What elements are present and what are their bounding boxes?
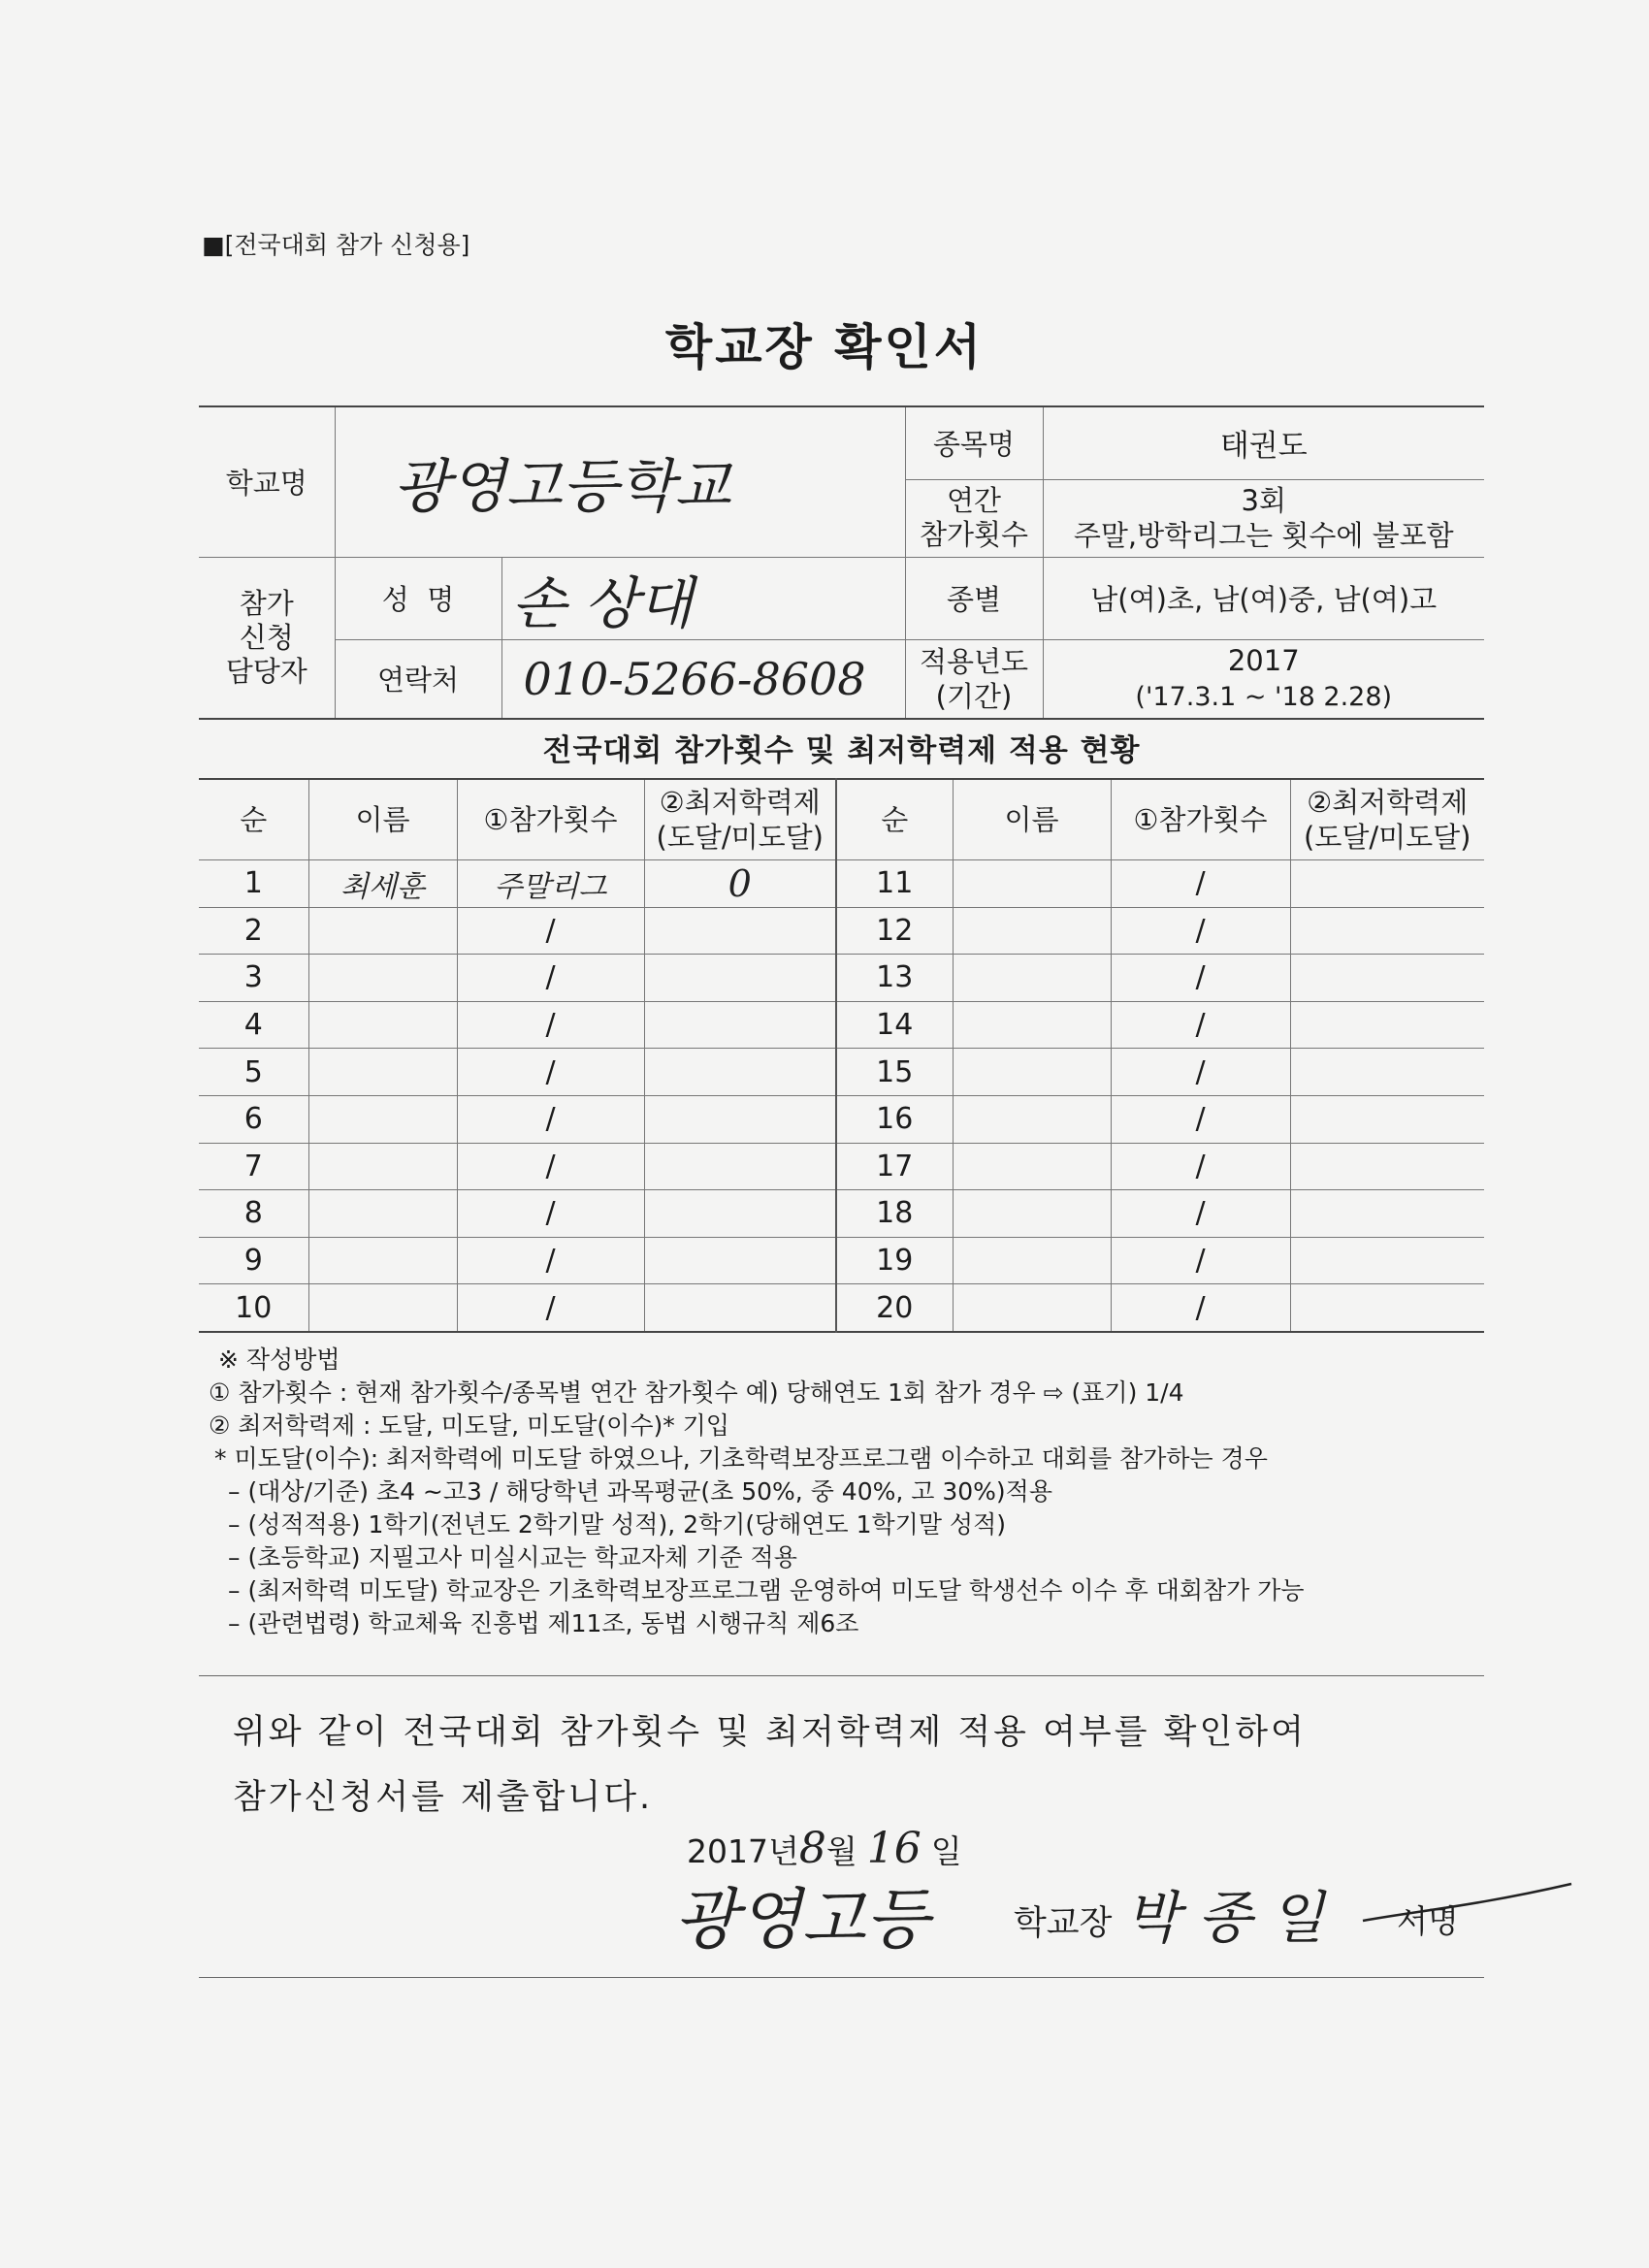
applicant-name-cell	[501, 557, 905, 639]
participation-table	[199, 778, 1484, 1333]
row-count: /	[1111, 1095, 1290, 1143]
table-row	[199, 1190, 1484, 1238]
col-header-count: ①참가횟수	[1111, 779, 1290, 860]
page-title: 학교장 확인서	[664, 319, 985, 375]
note-line: – (초등학교) 지필고사 미실시교는 학교자체 기준 적용	[228, 1543, 797, 1571]
col-header-name: 이름	[953, 779, 1111, 860]
row-name	[953, 1001, 1111, 1049]
applicant-name-label: 성 명	[335, 557, 501, 639]
row-min-result	[644, 1049, 836, 1096]
row-number: 9	[199, 1237, 308, 1284]
annual-value	[1043, 479, 1484, 557]
row-min-result: 0	[644, 860, 836, 908]
signature-stroke	[1358, 1872, 1581, 1940]
contact-label: 연락처	[335, 639, 501, 719]
note-line: – (최저학력 미도달) 학교장은 기초학력보장프로그램 운영하여 미도달 학생선수 이수 후 대회참가 가능	[228, 1576, 1305, 1604]
row-number: 17	[836, 1143, 953, 1190]
row-number: 10	[199, 1284, 308, 1332]
row-count: /	[1111, 1190, 1290, 1238]
row-count: /	[1111, 955, 1290, 1002]
row-name	[308, 1001, 457, 1049]
row-count: /	[1111, 1001, 1290, 1049]
date-line	[687, 1824, 962, 1873]
row-min-result	[1290, 1049, 1484, 1096]
row-count: /	[457, 1143, 644, 1190]
row-name	[953, 1143, 1111, 1190]
row-name	[953, 1237, 1111, 1284]
row-number: 2	[199, 907, 308, 955]
row-number: 15	[836, 1049, 953, 1096]
row-number: 13	[836, 955, 953, 1002]
row-min-result	[1290, 1190, 1484, 1238]
row-number: 6	[199, 1095, 308, 1143]
row-count: /	[1111, 1237, 1290, 1284]
row-name	[308, 1095, 457, 1143]
row-min-result	[644, 1237, 836, 1284]
applicant-name-value: 손 상대	[511, 569, 694, 636]
notes	[209, 1344, 1499, 1640]
row-count: /	[1111, 1284, 1290, 1332]
contact-cell	[501, 639, 905, 719]
row-min-result	[644, 1095, 836, 1143]
row-number: 5	[199, 1049, 308, 1096]
annual-label: 연간 참가횟수	[905, 479, 1043, 557]
applicant-label: 참가 신청 담당자	[199, 557, 335, 719]
sign-label: 서명	[1397, 1902, 1459, 1940]
row-min-result	[644, 1190, 836, 1238]
row-name	[308, 1284, 457, 1332]
row-name	[308, 1143, 457, 1190]
row-number: 14	[836, 1001, 953, 1049]
row-count: /	[457, 1190, 644, 1238]
note-line: – (관련법령) 학교체육 진흥법 제11조, 동법 시행규칙 제6조	[228, 1609, 859, 1637]
statement-line-2: 참가신청서를 제출합니다.	[233, 1778, 654, 1817]
row-number: 11	[836, 860, 953, 908]
row-min-result	[644, 955, 836, 1002]
date-year: 2017년	[687, 1832, 799, 1870]
year-value-period: ('17.3.1 ~ '18 2.28)	[1135, 682, 1393, 713]
table-row	[199, 907, 1484, 955]
row-min-result	[1290, 1095, 1484, 1143]
row-number: 18	[836, 1190, 953, 1238]
info-table	[199, 405, 1484, 720]
statement-line-1: 위와 같이 전국대회 참가횟수 및 최저학력제 적용 여부를 확인하여	[233, 1713, 1307, 1752]
row-count: /	[457, 1095, 644, 1143]
row-name	[308, 1237, 457, 1284]
table-row	[199, 1095, 1484, 1143]
annual-note: 주말,방학리그는 횟수에 불포함	[1073, 519, 1454, 552]
date-day-value: 16	[866, 1824, 922, 1873]
table-row	[199, 955, 1484, 1002]
row-number: 16	[836, 1095, 953, 1143]
row-count: /	[1111, 1143, 1290, 1190]
date-month-value: 8	[798, 1824, 826, 1873]
row-name	[953, 955, 1111, 1002]
row-count: /	[457, 1001, 644, 1049]
row-number: 1	[199, 860, 308, 908]
row-count: /	[1111, 1049, 1290, 1096]
row-name	[953, 860, 1111, 908]
divider	[199, 1675, 1484, 1676]
row-number: 3	[199, 955, 308, 1002]
annual-count: 3회	[1241, 483, 1286, 517]
row-number: 8	[199, 1190, 308, 1238]
row-number: 12	[836, 907, 953, 955]
date-month-label: 월	[825, 1832, 857, 1870]
year-label: 적용년도 (기간)	[905, 639, 1043, 719]
row-min-result	[1290, 860, 1484, 908]
row-number: 19	[836, 1237, 953, 1284]
note-line: – (성적적용) 1학기(전년도 2학기말 성적), 2학기(당해연도 1학기말 성적)	[228, 1510, 1006, 1539]
table-row	[199, 860, 1484, 908]
school-name-cell	[335, 406, 905, 557]
row-name	[953, 1049, 1111, 1096]
principal-label: 학교장	[1014, 1904, 1113, 1943]
row-name	[953, 1095, 1111, 1143]
col-header-num: 순	[836, 779, 953, 860]
school-handwritten: 광영고등	[674, 1882, 929, 1959]
row-number: 20	[836, 1284, 953, 1332]
row-name	[953, 1284, 1111, 1332]
note-line: ② 최저학력제 : 도달, 미도달, 미도달(이수)* 기입	[209, 1411, 729, 1440]
row-count: /	[457, 955, 644, 1002]
form-label: ■[전국대회 참가 신청용]	[202, 231, 470, 259]
row-min-result	[644, 907, 836, 955]
table-row	[199, 1237, 1484, 1284]
row-min-result	[1290, 907, 1484, 955]
row-number: 7	[199, 1143, 308, 1190]
row-name: 최세훈	[308, 860, 457, 908]
table-header-row	[199, 779, 1484, 860]
row-min-result	[644, 1284, 836, 1332]
col-header-num: 순	[199, 779, 308, 860]
row-name	[953, 1190, 1111, 1238]
row-count: /	[1111, 907, 1290, 955]
col-header-min: ②최저학력제 (도달/미도달)	[644, 779, 836, 860]
table-row	[199, 1143, 1484, 1190]
principal-signature: 박 종 일	[1125, 1885, 1324, 1951]
section-title: 전국대회 참가횟수 및 최저학력제 적용 현황	[542, 733, 1141, 768]
year-value-year: 2017	[1227, 644, 1300, 678]
row-count: /	[457, 1049, 644, 1096]
col-header-name: 이름	[308, 779, 457, 860]
table-row	[199, 1284, 1484, 1332]
note-line: ① 참가횟수 : 현재 참가횟수/종목별 연간 참가횟수 예) 당해연도 1회 참가 경우 ⇨ (표기) 1/4	[209, 1378, 1184, 1407]
row-name	[308, 955, 457, 1002]
row-min-result	[1290, 1284, 1484, 1332]
year-value	[1043, 639, 1484, 719]
col-header-count: ①참가횟수	[457, 779, 644, 860]
row-min-result	[1290, 1237, 1484, 1284]
note-line: – (대상/기준) 초4 ~고3 / 해당학년 과목평균(초 50%, 중 40%, 고 30%)적용	[228, 1477, 1052, 1506]
row-min-result	[1290, 955, 1484, 1002]
col-header-min: ②최저학력제 (도달/미도달)	[1290, 779, 1484, 860]
row-name	[308, 907, 457, 955]
row-min-result	[644, 1143, 836, 1190]
row-number: 4	[199, 1001, 308, 1049]
row-name	[308, 1049, 457, 1096]
row-name	[953, 907, 1111, 955]
note-line: ※ 작성방법	[218, 1345, 340, 1374]
type-value: 남(여)초, 남(여)중, 남(여)고	[1043, 557, 1484, 639]
row-min-result	[1290, 1143, 1484, 1190]
school-name-label: 학교명	[199, 406, 335, 557]
row-min-result	[644, 1001, 836, 1049]
event-label: 종목명	[905, 406, 1043, 479]
event-value: 태권도	[1043, 406, 1484, 479]
note-line: * 미도달(이수): 최저학력에 미도달 하였으나, 기초학력보장프로그램 이수하고 대회를 참가하는 경우	[214, 1444, 1268, 1473]
school-name-value: 광영고등학교	[393, 452, 731, 521]
row-count: /	[457, 1237, 644, 1284]
row-count: /	[1111, 860, 1290, 908]
table-row	[199, 1049, 1484, 1096]
date-day-label: 일	[930, 1832, 962, 1870]
row-count: /	[457, 907, 644, 955]
type-label: 종별	[905, 557, 1043, 639]
table-row	[199, 1001, 1484, 1049]
row-min-result	[1290, 1001, 1484, 1049]
row-count: 주말리그	[457, 860, 644, 908]
contact-value: 010-5266-8608	[523, 652, 866, 705]
row-count: /	[457, 1284, 644, 1332]
divider	[199, 1977, 1484, 1978]
row-name	[308, 1190, 457, 1238]
